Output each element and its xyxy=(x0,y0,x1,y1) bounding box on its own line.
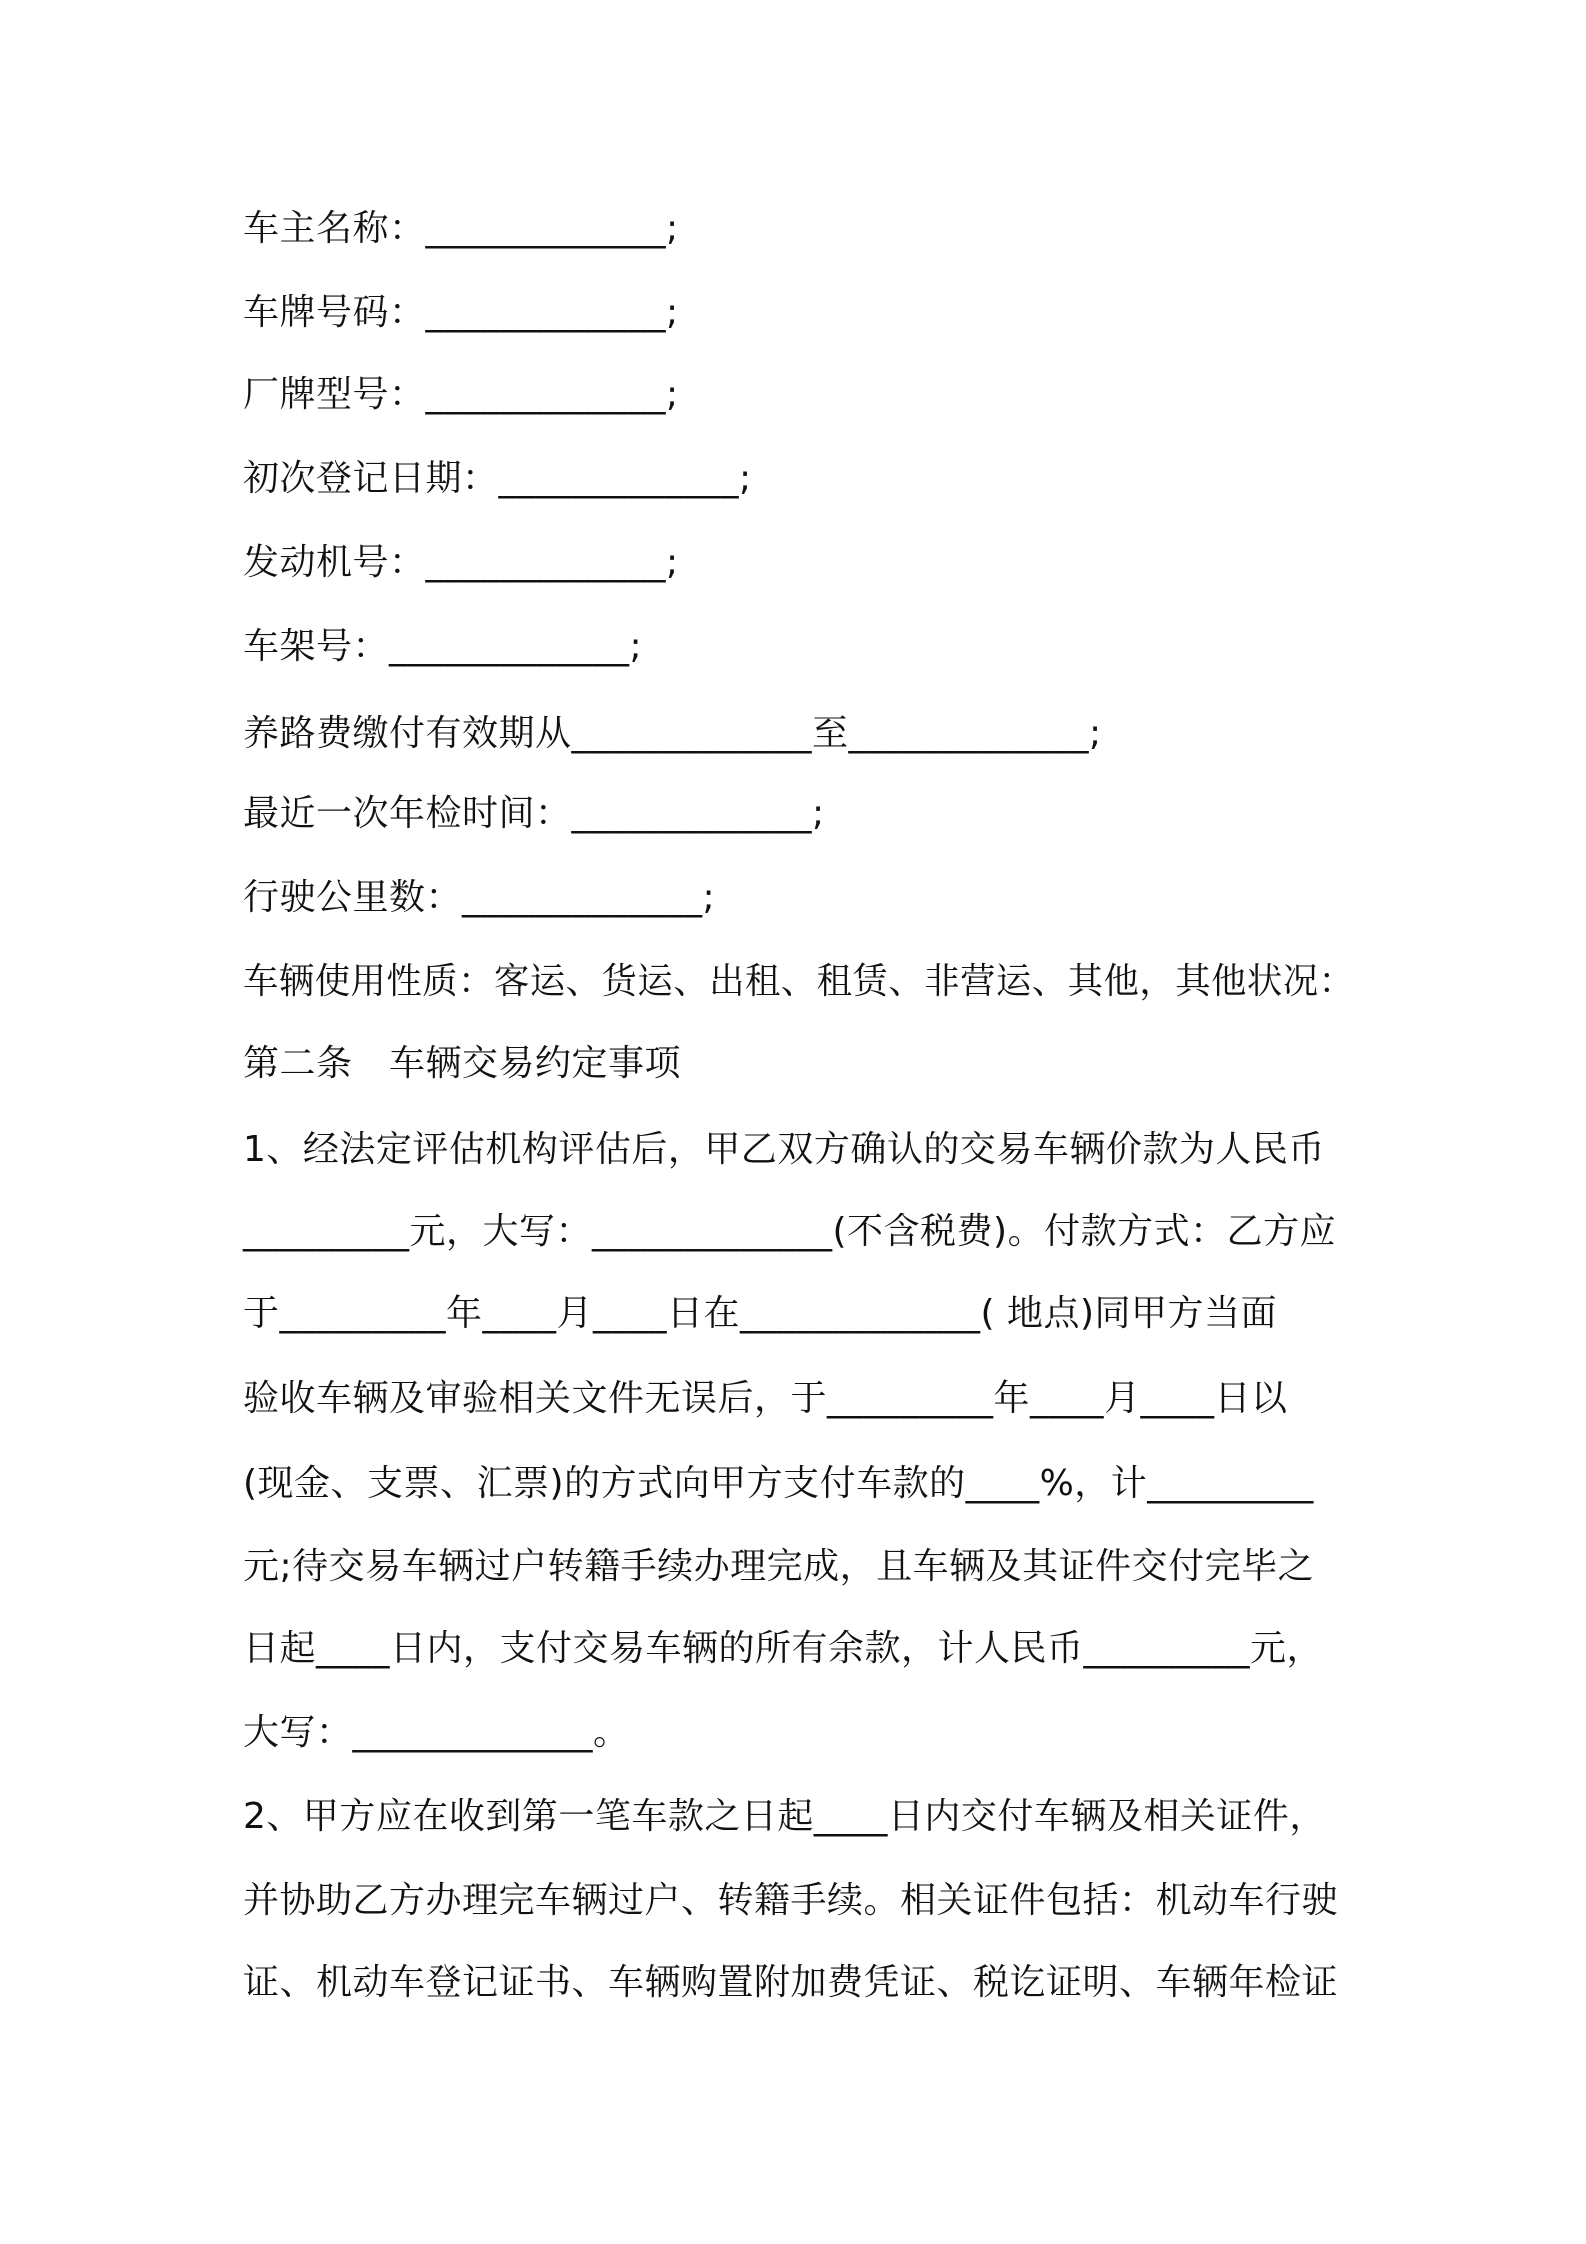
field-frame-number: 车架号：_____________; xyxy=(243,626,643,667)
field-first-registration: 初次登记日期：_____________; xyxy=(243,458,752,499)
field-mileage: 行驶公里数：_____________; xyxy=(243,877,716,918)
field-plate-number: 车牌号码：_____________; xyxy=(243,292,679,333)
clause-2-line-3: 证、机动车登记证书、车辆购置附加费凭证、税讫证明、车辆年检证 xyxy=(243,1962,1339,2003)
field-vehicle-usage: 车辆使用性质：客运、货运、出租、租赁、非营运、其他，其他状况： xyxy=(243,961,1355,1002)
clause-2-line-1: 2、甲方应在收到第一笔车款之日起____日内交付车辆及相关证件， xyxy=(243,1796,1326,1837)
field-brand-model: 厂牌型号：_____________; xyxy=(243,374,679,415)
clause-1-line-7: 日起____日内，支付交易车辆的所有余款，计人民币_________元， xyxy=(243,1628,1324,1669)
field-road-fee-period: 养路费缴付有效期从_____________至_____________; xyxy=(243,713,1102,754)
clause-1-line-4: 验收车辆及审验相关文件无误后，于_________年____月____日以 xyxy=(243,1378,1288,1419)
clause-1-line-5: (现金、支票、汇票)的方式向甲方支付车款的____%，计_________ xyxy=(243,1463,1314,1504)
clause-1-line-1: 1、经法定评估机构评估后，甲乙双方确认的交易车辆价款为人民币 xyxy=(243,1129,1325,1170)
clause-1-line-8: 大写：_____________。 xyxy=(243,1712,630,1753)
section-heading-article-2: 第二条 车辆交易约定事项 xyxy=(243,1043,682,1084)
clause-1-line-3: 于_________年____月____日在_____________( 地点)同甲方当面 xyxy=(243,1293,1278,1334)
field-last-inspection: 最近一次年检时间：_____________; xyxy=(243,793,825,834)
clause-1-line-6: 元;待交易车辆过户转籍手续办理完成，且车辆及其证件交付完毕之 xyxy=(243,1546,1315,1587)
clause-2-line-2: 并协助乙方办理完车辆过户、转籍手续。相关证件包括：机动车行驶 xyxy=(243,1880,1339,1921)
field-engine-number: 发动机号：_____________; xyxy=(243,542,679,583)
clause-1-line-2: _________元，大写：_____________(不含税费)。付款方式：乙方应 xyxy=(243,1211,1337,1252)
field-owner-name: 车主名称：_____________; xyxy=(243,208,679,249)
